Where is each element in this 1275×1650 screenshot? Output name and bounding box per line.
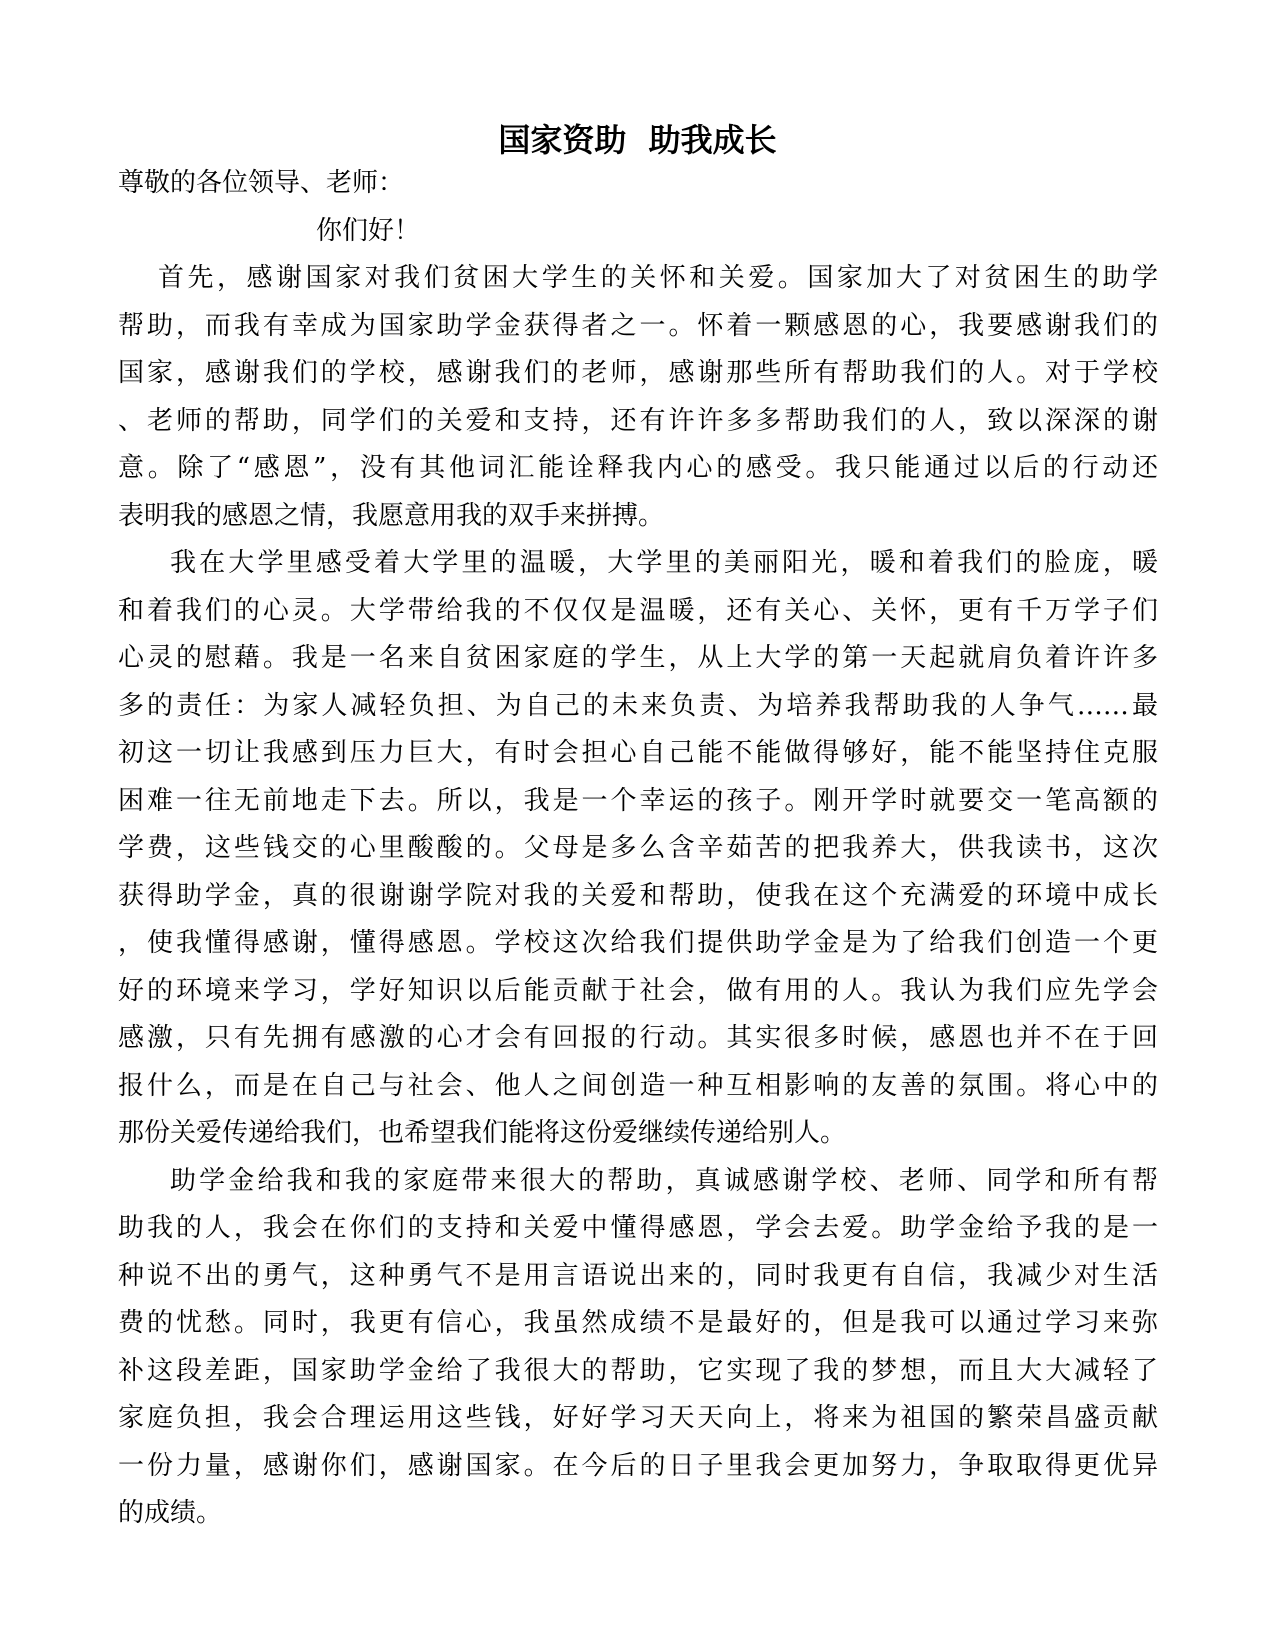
paragraph-line: 补这段差距，国家助学金给了我很大的帮助，它实现了我的梦想，而且大大减轻了 [118,1355,1158,1386]
paragraph-line: 获得助学金，真的很谢谢学院对我的关爱和帮助，使我在这个充满爱的环境中成长 [118,880,1158,911]
paragraph-line: 助学金给我和我的家庭带来很大的帮助，真诚感谢学校、老师、同学和所有帮 [170,1165,1158,1196]
paragraph-line: 和着我们的心灵。大学带给我的不仅仅是温暖，还有关心、关怀，更有千万学子们 [118,595,1158,626]
paragraph-line: 国家，感谢我们的学校，感谢我们的老师，感谢那些所有帮助我们的人。对于学校 [118,358,1158,388]
paragraph-line: 多的责任：为家人减轻负担、为自己的未来负责、为培养我帮助我的人争气……最 [118,690,1158,721]
paragraph-3 [118,1158,1158,1538]
paragraph-2 [118,540,1158,1158]
salutation: 尊敬的各位领导、老师： [118,168,405,198]
paragraph-line: 好的环境来学习，学好知识以后能贡献于社会，做有用的人。我认为我们应先学会 [118,975,1158,1006]
paragraph-line: 学费，这些钱交的心里酸酸的。父母是多么含辛茹苦的把我养大，供我读书，这次 [118,833,1158,863]
paragraph-line: 种说不出的勇气，这种勇气不是用言语说出来的，同时我更有自信，我减少对生活 [118,1260,1158,1291]
paragraph-line: 那份关爱传递给我们，也希望我们能将这份爱继续传递给别人。 [118,1118,847,1148]
paragraph-line: 感激，只有先拥有感激的心才会有回报的行动。其实很多时候，感恩也并不在于回 [118,1023,1158,1053]
paragraph-line: 初这一切让我感到压力巨大，有时会担心自己能不能做得够好，能不能坚持住克服 [118,738,1158,768]
paragraph-line: 帮助，而我有幸成为国家助学金获得者之一。怀着一颗感恩的心，我要感谢我们的 [118,310,1158,341]
paragraph-1 [118,255,1158,540]
document-body [118,160,1158,1538]
paragraph-line: ，使我懂得感谢，懂得感恩。学校这次给我们提供助学金是为了给我们创造一个更 [118,928,1158,958]
paragraph-line: 家庭负担，我会合理运用这些钱，好好学习天天向上，将来为祖国的繁荣昌盛贡献 [118,1403,1158,1433]
paragraph-line: 助我的人，我会在你们的支持和关爱中懂得感恩，学会去爱。助学金给予我的是一 [118,1213,1158,1243]
paragraph-line: 表明我的感恩之情，我愿意用我的双手来拼搏。 [118,500,665,531]
document-title: 国家资助 助我成长 [498,121,777,159]
paragraph-line: 的成绩。 [118,1498,223,1528]
paragraph-line: 一份力量，感谢你们，感谢国家。在今后的日子里我会更加努力，争取取得更优异 [118,1450,1158,1481]
paragraph-line: 、老师的帮助，同学们的关爱和支持，还有许许多多帮助我们的人，致以深深的谢 [118,405,1158,436]
paragraph-line: 费的忧愁。同时，我更有信心，我虽然成绩不是最好的，但是我可以通过学习来弥 [118,1308,1158,1338]
paragraph-line: 首先，感谢国家对我们贫困大学生的关怀和关爱。国家加大了对贫困生的助学 [158,263,1158,293]
greeting: 你们好！ [316,215,421,246]
paragraph-line: 困难一往无前地走下去。所以，我是一个幸运的孩子。刚开学时就要交一笔高额的 [118,785,1158,816]
paragraph-line: 意。除了“感恩”，没有其他词汇能诠释我内心的感受。我只能通过以后的行动还 [118,453,1158,483]
paragraph-line: 报什么，而是在自己与社会、他人之间创造一种互相影响的友善的氛围。将心中的 [118,1070,1158,1101]
paragraph-line: 心灵的慰藉。我是一名来自贫困家庭的学生，从上大学的第一天起就肩负着许许多 [118,643,1158,673]
paragraph-line: 我在大学里感受着大学里的温暖，大学里的美丽阳光，暖和着我们的脸庞，暖 [170,548,1158,578]
